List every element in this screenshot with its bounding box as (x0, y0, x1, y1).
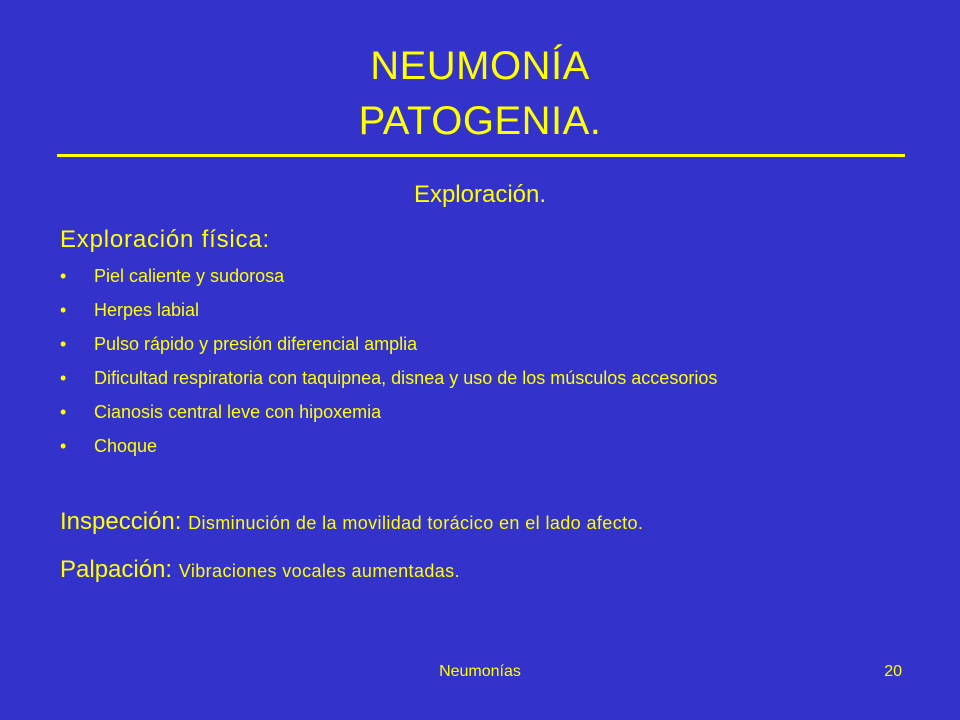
inspection-text: Disminución de la movilidad torácico en el lado afecto. (188, 513, 644, 533)
slide-title-line-1: NEUMONÍA (370, 44, 590, 88)
page-number: 20 (884, 663, 902, 680)
bullet-text: Choque (94, 436, 158, 456)
bullet-text: Dificultad respiratoria con taquipnea, disnea y uso de los músculos accesorios (94, 368, 718, 388)
palpation-text: Vibraciones vocales aumentadas. (178, 561, 460, 581)
bullet-icon: • (60, 436, 67, 456)
palpation-label: Palpación: (60, 556, 173, 583)
bullet-text: Piel caliente y sudorosa (94, 266, 285, 286)
bullet-item (60, 298, 880, 322)
palpation-line (60, 554, 460, 587)
bullet-icon: • (60, 300, 67, 320)
bullet-icon: • (60, 368, 67, 388)
bullet-item (60, 366, 880, 390)
bullet-item (60, 332, 880, 356)
bullet-item (60, 400, 880, 424)
footer-title: Neumonías (439, 663, 521, 680)
bullet-text: Pulso rápido y presión diferencial amplia (94, 334, 418, 354)
bullet-list (60, 264, 880, 468)
bullet-text: Herpes labial (94, 300, 200, 320)
bullet-text: Cianosis central leve con hipoxemia (94, 402, 382, 422)
bullet-icon: • (60, 334, 67, 354)
section-heading: Exploración física: (60, 226, 270, 253)
slide-subtitle: Exploración. (413, 181, 547, 208)
bullet-icon: • (60, 266, 67, 286)
inspection-line (60, 506, 643, 539)
inspection-label: Inspección: (60, 508, 182, 535)
slide-title-line-2: PATOGENIA. (358, 99, 602, 143)
bullet-item (60, 434, 880, 458)
title-underline-divider (57, 154, 905, 157)
bullet-item (60, 264, 880, 288)
bullet-icon: • (60, 402, 67, 422)
